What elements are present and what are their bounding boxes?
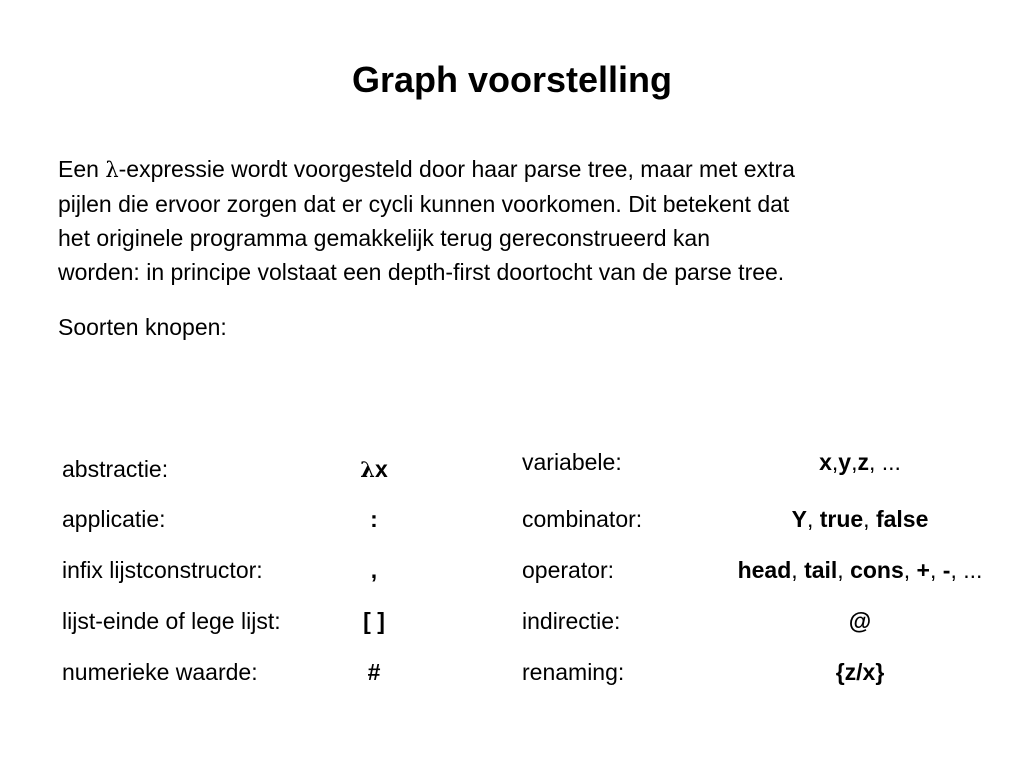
intro-paragraph [58, 152, 998, 289]
node-label: indirectie: [522, 608, 621, 634]
separator: , [903, 557, 917, 583]
operator-cons: cons [850, 557, 904, 583]
ellipsis: , ... [950, 557, 983, 583]
separator: , [806, 506, 820, 532]
combinator-y: Y [791, 506, 807, 532]
var-z: z [857, 449, 869, 475]
node-label: combinator: [522, 506, 643, 532]
separator: , [791, 557, 805, 583]
var-x: x [819, 449, 832, 475]
var-y: y [838, 449, 852, 475]
node-symbol [334, 453, 414, 486]
node-label: numerieke waarde: [62, 659, 258, 685]
node-symbol: : [370, 506, 378, 532]
node-symbol [700, 446, 1020, 478]
paragraph-line-1-post: -expressie wordt voorgesteld door haar parse tree, maar met extra [118, 156, 795, 182]
combinator-false: false [875, 506, 929, 532]
paragraph-line-2: pijlen die ervoor zorgen dat er cycli kunnen voorkomen. Dit betekent dat [58, 191, 790, 217]
node-kinds-heading: Soorten knopen: [58, 314, 227, 340]
operator-head: head [737, 557, 792, 583]
operator-plus: + [916, 557, 930, 583]
operator-minus: - [942, 557, 951, 583]
paragraph-line-4: worden: in principe volstaat een depth-first doortocht van de parse tree. [58, 259, 785, 285]
node-label: renaming: [522, 659, 625, 685]
node-symbol: [ ] [363, 608, 385, 634]
paragraph-line-3: het originele programma gemakkelijk terug gereconstrueerd kan [58, 225, 711, 251]
paragraph-line-1-pre: Een [58, 156, 106, 182]
separator: , [837, 557, 851, 583]
combinator-true: true [819, 506, 864, 532]
node-symbol: , [370, 557, 378, 583]
lambda-symbol: λ [360, 457, 375, 482]
separator: , [929, 557, 943, 583]
separator: , [851, 449, 858, 475]
node-label: abstractie: [62, 456, 169, 482]
node-label: lijst-einde of lege lijst: [62, 608, 281, 634]
node-label: applicatie: [62, 506, 166, 532]
lambda-symbol: λ [105, 158, 119, 182]
node-label: variabele: [522, 449, 622, 475]
node-symbol-text: x [374, 456, 388, 482]
separator: , [863, 506, 876, 532]
ellipsis: , ... [868, 449, 901, 475]
operator-tail: tail [804, 557, 838, 583]
node-label: infix lijstconstructor: [62, 557, 263, 583]
node-symbol: @ [848, 608, 872, 634]
slide-title: Graph voorstelling [351, 59, 673, 100]
node-symbol [700, 503, 1020, 535]
node-label: operator: [522, 557, 615, 583]
node-symbol: {z/x} [835, 659, 885, 685]
node-symbol: # [367, 659, 381, 685]
paragraph-line-1 [58, 152, 998, 187]
separator: , [831, 449, 839, 475]
node-symbol [700, 554, 1020, 586]
